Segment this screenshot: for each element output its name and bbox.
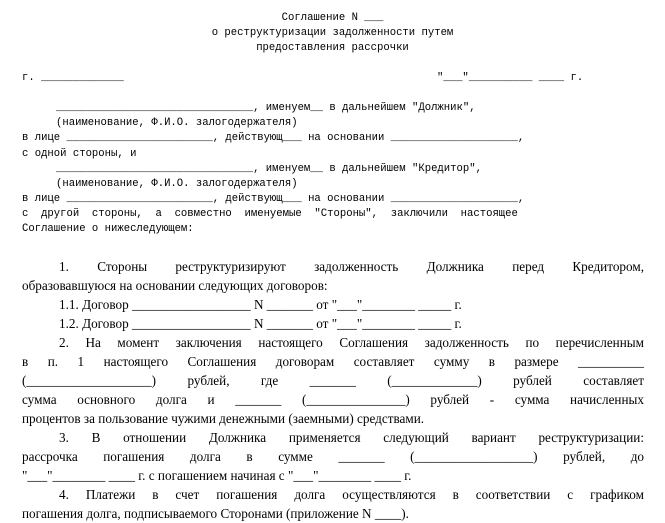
- clause-2-line2: в п. 1 настоящего Соглашения договорам составляет сумму в размере __________: [22, 354, 644, 369]
- creditor-line: _______________________________, именуем__ в дальнейшем "Кредитор",: [56, 163, 482, 175]
- document-subtitle-line1: о реструктуризации задолженности путем: [211, 27, 454, 39]
- clause-2-line4: сумма основного долга и _______ (_______________) рублей - сумма начисленных: [22, 392, 644, 407]
- clause-1-continuation: образовавшуюся на основании следующих договоров:: [22, 278, 328, 293]
- debtor-representative-line: в лице _______________________, действующ___ на основании ____________________,: [22, 132, 525, 144]
- clause-4-line2: погашения долга, подписываемого Сторонами (приложение N ____).: [22, 506, 409, 521]
- clause-1: 1. Стороны реструктуризируют задолженность Должника перед Кредитором,: [59, 259, 644, 274]
- creditor-caption: (наименование, Ф.И.О. залогодержателя): [56, 178, 298, 190]
- clause-3-line2: рассрочка погашения долга в сумме _______ (__________________) рублей, до: [22, 449, 644, 464]
- debtor-caption: (наименование, Ф.И.О. залогодержателя): [56, 117, 298, 129]
- creditor-representative-line: в лице _______________________, действующ___ на основании ____________________,: [22, 193, 525, 205]
- clause-4: 4. Платежи в счет погашения долга осуществляются в соответствии с графиком: [59, 487, 644, 502]
- first-party-line: с одной стороны, и: [22, 148, 137, 160]
- clause-1-1: 1.1. Договор __________________ N _______ от "___"________ _____ г.: [59, 297, 462, 312]
- date-field: "___"__________ ____ г.: [437, 72, 584, 84]
- clause-2: 2. На момент заключения настоящего Соглашения задолженность по перечисленным: [59, 335, 644, 350]
- clause-2-line3: (___________________) рублей, где _______ (_____________) рублей составляет: [22, 373, 644, 388]
- second-party-line: с другой стороны, а совместно именуемые "Стороны", заключили настоящее: [22, 208, 518, 220]
- document-subtitle-line2: предоставления рассрочки: [256, 42, 409, 54]
- document-title: Соглашение N ___: [281, 12, 384, 24]
- clause-3: 3. В отношении Должника применяется следующий вариант реструктуризации:: [59, 430, 644, 445]
- clause-3-line3: "___"________ ____ г. с погашением начиная с "___"________ ____ г.: [22, 468, 412, 483]
- clause-1-2: 1.2. Договор __________________ N _______ от "___"________ _____ г.: [59, 316, 462, 331]
- debtor-line: _______________________________, именуем__ в дальнейшем "Должник",: [56, 102, 476, 114]
- agreement-intro-line: Соглашение о нижеследующем:: [22, 223, 194, 235]
- clause-2-line5: процентов за пользование чужими денежными (заемными) средствами.: [22, 411, 425, 426]
- city-field: г. _____________: [22, 72, 124, 84]
